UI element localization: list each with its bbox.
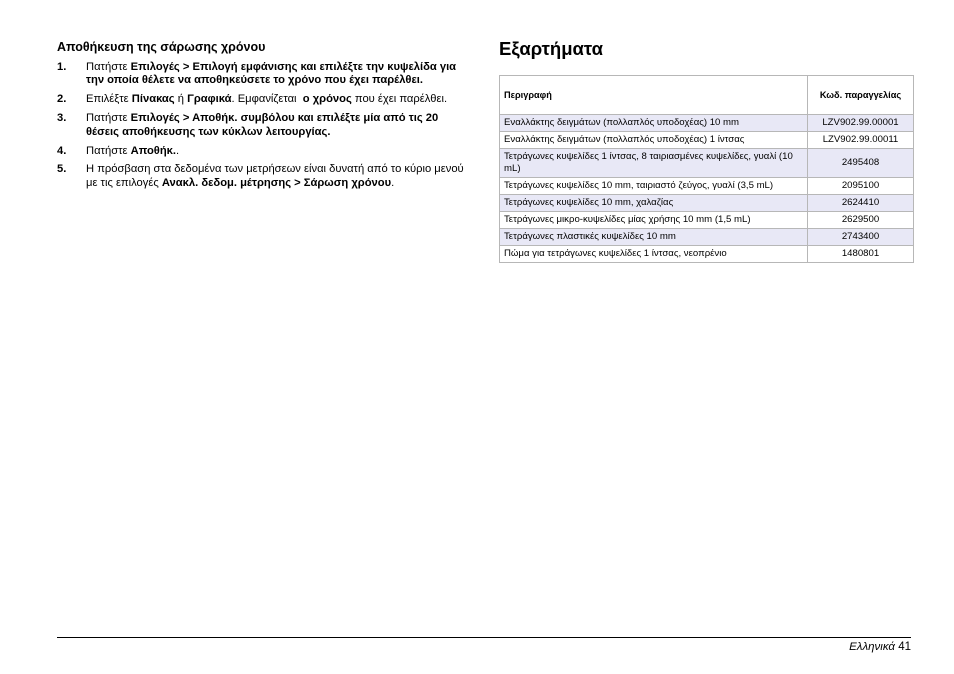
accessories-section — [499, 38, 914, 263]
header-code: Κωδ. παραγγελίας — [808, 76, 914, 115]
time-scan-section — [57, 40, 469, 196]
step-number: 3. — [57, 112, 67, 125]
step-number: 1. — [57, 61, 67, 73]
table-row — [500, 115, 914, 132]
row-code: 2743400 — [808, 229, 914, 246]
table-row — [500, 229, 914, 246]
table-row — [500, 212, 914, 229]
row-code: 2095100 — [808, 178, 914, 195]
row-description: Τετράγωνες κυψελίδες 10 mm, ταιριαστό ζεύγος, γυαλί (3,5 mL) — [500, 178, 808, 195]
table-row — [500, 132, 914, 149]
step-text: Πατήστε Αποθήκ.. — [86, 144, 180, 157]
step-item — [57, 61, 469, 88]
row-description: Τετράγωνες μικρο-κυψελίδες μίας χρήσης 10 mm (1,5 mL) — [500, 212, 808, 229]
step-text: Η πρόσβαση στα δεδομένα των μετρήσεων είναι δυνατή από το κύριο μενού με τις επιλογές Ανακλ. δεδομ. μέτρησης > Σάρωση χρόνου. — [86, 163, 464, 189]
step-item — [57, 145, 469, 158]
step-item — [57, 112, 469, 139]
table-row — [500, 178, 914, 195]
step-item — [57, 93, 469, 106]
accessories-title: Εξαρτήματα — [499, 38, 604, 59]
step-number: 2. — [57, 93, 67, 106]
row-description: Εναλλάκτης δειγμάτων (πολλαπλός υποδοχέας) 1 ίντσας — [500, 132, 808, 149]
row-code: LZV902.99.00011 — [808, 132, 914, 149]
table-header-row — [500, 76, 914, 115]
footer-language: Ελληνικά — [849, 641, 895, 653]
step-item — [57, 163, 469, 190]
row-code: 1480801 — [808, 246, 914, 263]
row-description: Τετράγωνες κυψελίδες 10 mm, χαλαζίας — [500, 195, 808, 212]
page-number: 41 — [898, 641, 911, 653]
row-code: LZV902.99.00001 — [808, 115, 914, 132]
step-text: Πατήστε Επιλογές > Επιλογή εμφάνισης και επιλέξτε την κυψελίδα για την οποία θέλετε να αποθηκεύσετε το χρόνο που έχει παρέλθει. — [86, 61, 457, 87]
table-row — [500, 246, 914, 263]
header-description: Περιγραφή — [500, 76, 808, 115]
step-number: 4. — [57, 144, 67, 157]
row-code: 2629500 — [808, 212, 914, 229]
row-code: 2495408 — [808, 149, 914, 178]
step-text: Επιλέξτε Πίνακας ή Γραφικά. Εμφανίζεται ο χρόνος που έχει παρέλθει. — [86, 93, 448, 106]
table-row — [500, 149, 914, 178]
table-row — [500, 195, 914, 212]
accessories-table — [499, 75, 914, 263]
row-description: Τετράγωνες πλαστικές κυψελίδες 10 mm — [500, 229, 808, 246]
row-description: Τετράγωνες κυψελίδες 1 ίντσας, 8 ταιριασμένες κυψελίδες, γυαλί (10 mL) — [500, 149, 808, 178]
page-footer — [849, 641, 911, 653]
step-number: 5. — [57, 163, 67, 176]
row-code: 2624410 — [808, 195, 914, 212]
footer-divider — [57, 637, 911, 638]
step-text: Πατήστε Επιλογές > Αποθήκ. συμβόλου και επιλέξτε μία από τις 20 θέσεις αποθήκευσης των κύκλων λειτουργίας. — [86, 112, 439, 138]
section-title: Αποθήκευση της σάρωσης χρόνου — [57, 40, 266, 54]
row-description: Πώμα για τετράγωνες κυψελίδες 1 ίντσας, νεοπρένιο — [500, 246, 808, 263]
row-description: Εναλλάκτης δειγμάτων (πολλαπλός υποδοχέας) 10 mm — [500, 115, 808, 132]
steps-list — [57, 61, 469, 190]
